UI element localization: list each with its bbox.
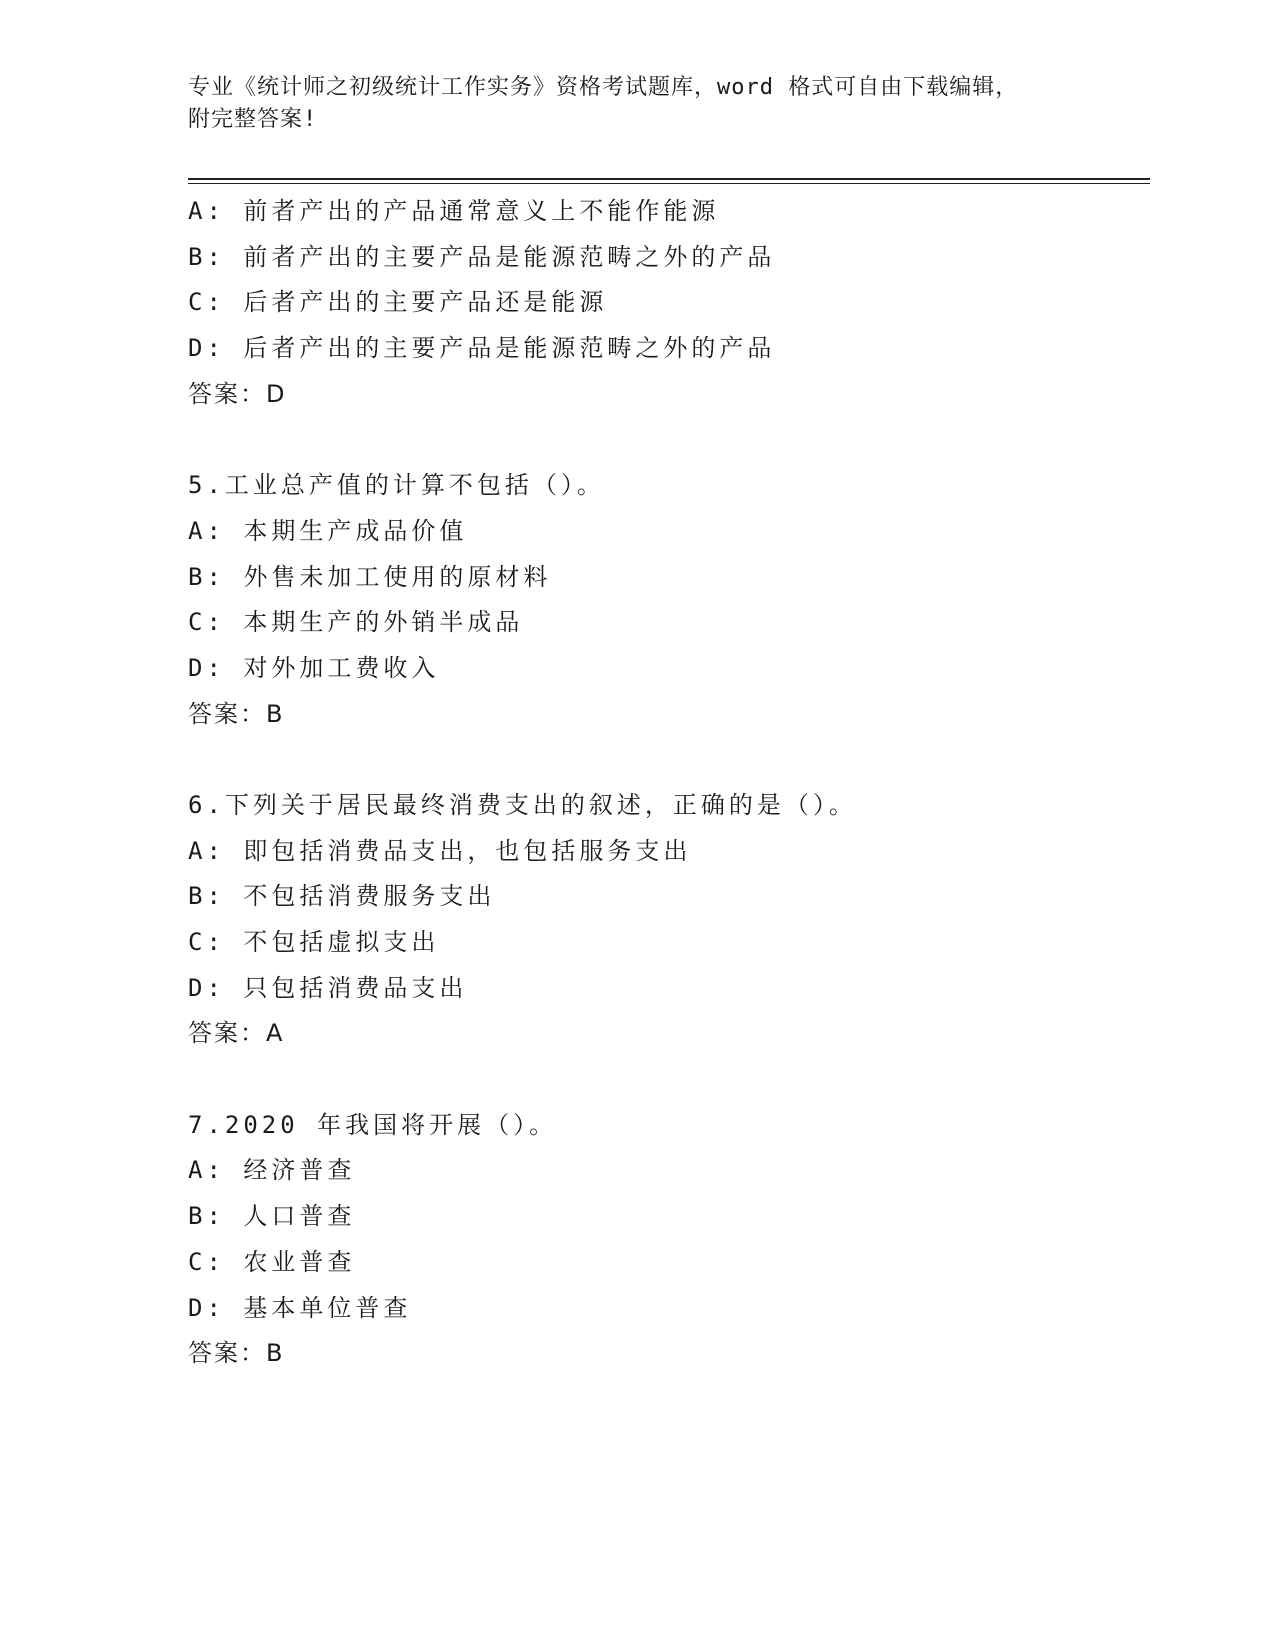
option-b: B: 外售未加工使用的原材料 xyxy=(188,562,552,591)
option-a: A: 本期生产成品价值 xyxy=(188,516,468,545)
question-block-7 xyxy=(188,1103,1150,1377)
document-header xyxy=(188,72,1088,136)
question-stem: 5.工业总产值的计算不包括（）。 xyxy=(188,471,605,500)
header-line-2: 附完整答案! xyxy=(188,107,318,132)
option-a: A: 即包括消费品支出，也包括服务支出 xyxy=(188,836,692,865)
option-d: D: 对外加工费收入 xyxy=(188,653,440,682)
option-b: B: 人口普查 xyxy=(188,1202,356,1231)
answer-text: 答案：D xyxy=(188,379,287,408)
spacer xyxy=(188,417,1150,463)
question-list xyxy=(188,189,1150,1377)
header-divider-thick xyxy=(188,178,1150,180)
question-block-4 xyxy=(188,189,1150,417)
header-divider-thin xyxy=(188,183,1150,184)
question-block-5 xyxy=(188,463,1150,737)
question-block-6 xyxy=(188,783,1150,1057)
option-b: B: 不包括消费服务支出 xyxy=(188,882,496,911)
question-stem: 6.下列关于居民最终消费支出的叙述，正确的是（）。 xyxy=(188,790,857,819)
option-c: C: 农业普查 xyxy=(188,1247,356,1276)
option-d: D: 后者产出的主要产品是能源范畴之外的产品 xyxy=(188,334,776,363)
option-c: C: 后者产出的主要产品还是能源 xyxy=(188,288,608,317)
question-stem: 7.2020 年我国将开展（）。 xyxy=(188,1110,558,1139)
spacer xyxy=(188,737,1150,783)
spacer xyxy=(188,1057,1150,1103)
option-c: C: 不包括虚拟支出 xyxy=(188,928,440,956)
option-d: D: 基本单位普查 xyxy=(188,1293,412,1322)
header-line-1: 专业《统计师之初级统计工作实务》资格考试题库，word 格式可自由下载编辑， xyxy=(188,75,1019,100)
option-c: C: 本期生产的外销半成品 xyxy=(188,608,524,637)
answer-text: 答案：A xyxy=(188,1019,285,1048)
answer-text: 答案：B xyxy=(188,1339,285,1368)
option-b: B: 前者产出的主要产品是能源范畴之外的产品 xyxy=(188,242,776,271)
option-d: D: 只包括消费品支出 xyxy=(188,973,468,1002)
option-a: A: 前者产出的产品通常意义上不能作能源 xyxy=(188,197,720,225)
answer-text: 答案：B xyxy=(188,699,285,728)
option-a: A: 经济普查 xyxy=(188,1156,356,1185)
